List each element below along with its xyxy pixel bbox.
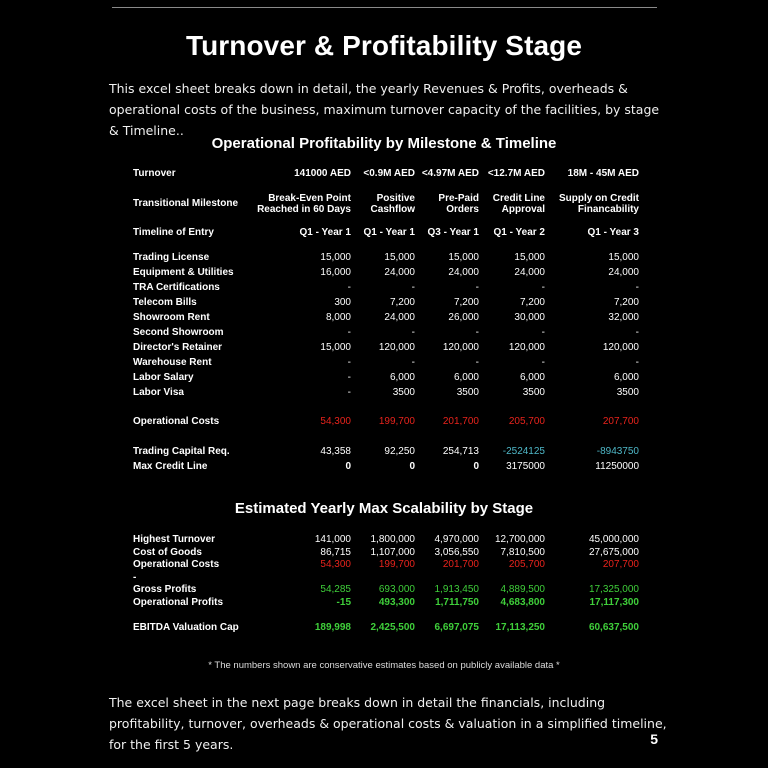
cell: - — [635, 282, 639, 293]
row-label: EBITDA Valuation Cap — [133, 622, 239, 633]
top-divider — [112, 7, 657, 8]
table-row — [133, 596, 639, 610]
row-label: Second Showroom — [133, 327, 224, 338]
cell: 0 — [473, 461, 479, 472]
table-row — [133, 341, 639, 355]
cell: 4,889,500 — [500, 584, 545, 595]
table-row — [133, 226, 639, 240]
cell: 92,250 — [384, 446, 415, 457]
cell: 6,000 — [519, 372, 545, 383]
table-row — [133, 460, 639, 474]
cell: - — [475, 327, 479, 338]
cell: 15,000 — [320, 252, 351, 263]
cell-line: Credit Line — [492, 193, 545, 204]
cell: 205,700 — [508, 559, 545, 570]
cell: 6,697,075 — [434, 622, 479, 633]
outro-paragraph: The excel sheet in the next page breaks down in detail the financials, including profitability, turnover, overheads & operational costs & valuation in a simplified timeline, for the first 5 years. — [109, 695, 667, 752]
row-label: Telecom Bills — [133, 297, 197, 308]
table-row — [133, 326, 639, 340]
cell: 254,713 — [442, 446, 479, 457]
table-row — [133, 167, 639, 181]
page-title: Turnover & Profitability Stage — [185, 30, 583, 61]
cell-line: Approval — [501, 204, 545, 215]
table-row — [133, 296, 639, 310]
table-row — [133, 558, 639, 572]
cell — [371, 193, 415, 215]
cell: 3500 — [392, 387, 415, 398]
cell: 189,998 — [314, 622, 351, 633]
cell: - — [347, 372, 351, 383]
row-label: Showroom Rent — [133, 312, 210, 323]
cell: 24,000 — [608, 267, 639, 278]
cell: 1,800,000 — [370, 534, 415, 545]
row-label: Timeline of Entry — [133, 227, 214, 238]
cell: Q1 - Year 2 — [493, 227, 545, 238]
table-row — [133, 356, 639, 370]
table-row — [133, 281, 639, 295]
table-row — [133, 371, 639, 385]
cell: 0 — [345, 461, 351, 472]
cell: 32,000 — [608, 312, 639, 323]
cell-line: Financability — [577, 204, 639, 215]
row-label: Warehouse Rent — [133, 357, 212, 368]
cell: 6,000 — [389, 372, 415, 383]
cell: 8,000 — [325, 312, 351, 323]
cell: 120,000 — [508, 342, 545, 353]
cell: 24,000 — [384, 267, 415, 278]
table-row — [133, 266, 639, 280]
footnote: * The numbers shown are conservative estimates based on publicly available data * — [208, 660, 560, 671]
cell: 26,000 — [448, 312, 479, 323]
cell-line: Cashflow — [370, 204, 415, 215]
cell: - — [475, 357, 479, 368]
cell: 7,200 — [613, 297, 639, 308]
cell: 24,000 — [514, 267, 545, 278]
cell: 15,000 — [384, 252, 415, 263]
table-row — [133, 583, 639, 597]
cell: 6,000 — [613, 372, 639, 383]
row-label: Labor Salary — [133, 372, 194, 383]
cell-line: Orders — [446, 204, 479, 215]
cell: 15,000 — [448, 252, 479, 263]
cell: 54,300 — [320, 559, 351, 570]
cell: 201,700 — [442, 416, 479, 427]
row-label: Cost of Goods — [133, 547, 202, 558]
cell: 3500 — [522, 387, 545, 398]
cell: -15 — [336, 597, 351, 608]
cell: 27,675,000 — [588, 547, 639, 558]
cell — [493, 193, 545, 215]
cell: 4,683,800 — [500, 597, 545, 608]
table-row — [133, 621, 639, 635]
row-label: Max Credit Line — [133, 461, 208, 472]
cell: - — [541, 327, 545, 338]
row-label: Gross Profits — [133, 584, 197, 595]
table2-title: Estimated Yearly Max Scalability by Stage — [234, 500, 534, 517]
cell: 199,700 — [378, 559, 415, 570]
row-label: Transitional Milestone — [133, 198, 239, 209]
table-row — [133, 415, 639, 429]
page-number: 5 — [650, 731, 658, 747]
table-row — [133, 251, 639, 265]
cell: 2,425,500 — [370, 622, 415, 633]
row-label: Labor Visa — [133, 387, 184, 398]
cell: - — [347, 327, 351, 338]
cell: 1,107,000 — [370, 547, 415, 558]
cell: 199,700 — [378, 416, 415, 427]
table1-title: Operational Profitability by Milestone & Timeline — [211, 135, 557, 152]
table-row — [133, 533, 639, 547]
cell: 300 — [334, 297, 351, 308]
cell: 3500 — [456, 387, 479, 398]
cell: 7,200 — [519, 297, 545, 308]
cell: 17,113,250 — [495, 622, 545, 633]
cell: 207,700 — [602, 416, 639, 427]
cell: Q3 - Year 1 — [427, 227, 479, 238]
cell: <12.7M AED — [487, 168, 545, 179]
cell: Q1 - Year 3 — [587, 227, 639, 238]
cell: - — [541, 357, 545, 368]
cell-line: Break-Even Point — [268, 193, 351, 204]
cell: Q1 - Year 1 — [299, 227, 351, 238]
cell: - — [411, 327, 415, 338]
row-label: Operational Costs — [133, 559, 220, 570]
row-label: Highest Turnover — [133, 534, 216, 545]
cell: 141000 AED — [294, 168, 351, 179]
cell: 15,000 — [608, 252, 639, 263]
cell: 0 — [409, 461, 415, 472]
row-label: Equipment & Utilities — [133, 267, 234, 278]
cell: Q1 - Year 1 — [363, 227, 415, 238]
cell — [559, 193, 639, 215]
cell: 207,700 — [602, 559, 639, 570]
table-row — [133, 445, 639, 459]
cell: 120,000 — [442, 342, 479, 353]
cell: - — [635, 357, 639, 368]
cell: - — [635, 327, 639, 338]
cell: 120,000 — [378, 342, 415, 353]
cell: - — [411, 357, 415, 368]
row-label: Turnover — [133, 168, 176, 179]
cell: 60,637,500 — [588, 622, 639, 633]
cell: 30,000 — [514, 312, 545, 323]
cell: 7,200 — [453, 297, 479, 308]
cell: 24,000 — [448, 267, 479, 278]
table-row — [133, 386, 639, 400]
cell: - — [347, 387, 351, 398]
cell: 7,810,500 — [500, 547, 545, 558]
row-label: - — [133, 572, 137, 583]
cell: 24,000 — [384, 312, 415, 323]
cell-line: Positive — [376, 193, 415, 204]
cell: 141,000 — [314, 534, 351, 545]
cell: 15,000 — [320, 342, 351, 353]
cell: - — [475, 282, 479, 293]
cell: 54,300 — [320, 416, 351, 427]
cell: 16,000 — [320, 267, 351, 278]
cell: 3,056,550 — [434, 547, 479, 558]
cell-line: Supply on Credit — [559, 193, 639, 204]
cell: 6,000 — [453, 372, 479, 383]
cell: 201,700 — [442, 559, 479, 570]
cell: 18M - 45M AED — [567, 168, 639, 179]
cell-line: Reached in 60 Days — [257, 204, 351, 215]
cell — [438, 193, 479, 215]
cell: - — [347, 357, 351, 368]
cell: -8943750 — [596, 446, 639, 457]
row-label: Operational Costs — [133, 416, 220, 427]
cell: 15,000 — [514, 252, 545, 263]
cell: - — [347, 282, 351, 293]
cell: 120,000 — [602, 342, 639, 353]
intro-paragraph: This excel sheet breaks down in detail, the yearly Revenues & Profits, overheads & operational costs of the business, maximum turnover capacity of the facilities, by stage & Timeline.. — [109, 81, 660, 138]
cell-line: Pre-Paid — [438, 193, 479, 204]
cell: 43,358 — [320, 446, 351, 457]
cell: 45,000,000 — [588, 534, 639, 545]
cell: 4,970,000 — [434, 534, 479, 545]
cell: 693,000 — [378, 584, 415, 595]
cell: 11250000 — [595, 461, 639, 472]
cell: - — [411, 282, 415, 293]
cell: 7,200 — [389, 297, 415, 308]
row-label: Trading Capital Req. — [133, 446, 230, 457]
row-label: Trading License — [133, 252, 210, 263]
cell: 17,325,000 — [588, 584, 639, 595]
row-label: TRA Certifications — [133, 282, 220, 293]
cell — [257, 193, 351, 215]
cell: 1,711,750 — [435, 597, 479, 608]
cell: 12,700,000 — [494, 534, 545, 545]
table-row — [133, 193, 639, 215]
row-label: Director's Retainer — [133, 342, 223, 353]
cell: 493,300 — [378, 597, 415, 608]
cell: 3175000 — [506, 461, 545, 472]
cell: 17,117,300 — [589, 597, 639, 608]
cell: 1,913,450 — [434, 584, 479, 595]
cell: <4.97M AED — [421, 168, 479, 179]
cell: 54,285 — [320, 584, 351, 595]
row-label: Operational Profits — [133, 597, 224, 608]
cell: 3500 — [616, 387, 639, 398]
cell: - — [541, 282, 545, 293]
cell: 86,715 — [320, 547, 351, 558]
cell: <0.9M AED — [363, 168, 415, 179]
cell: 205,700 — [508, 416, 545, 427]
table-row — [133, 311, 639, 325]
cell: -2524125 — [502, 446, 545, 457]
